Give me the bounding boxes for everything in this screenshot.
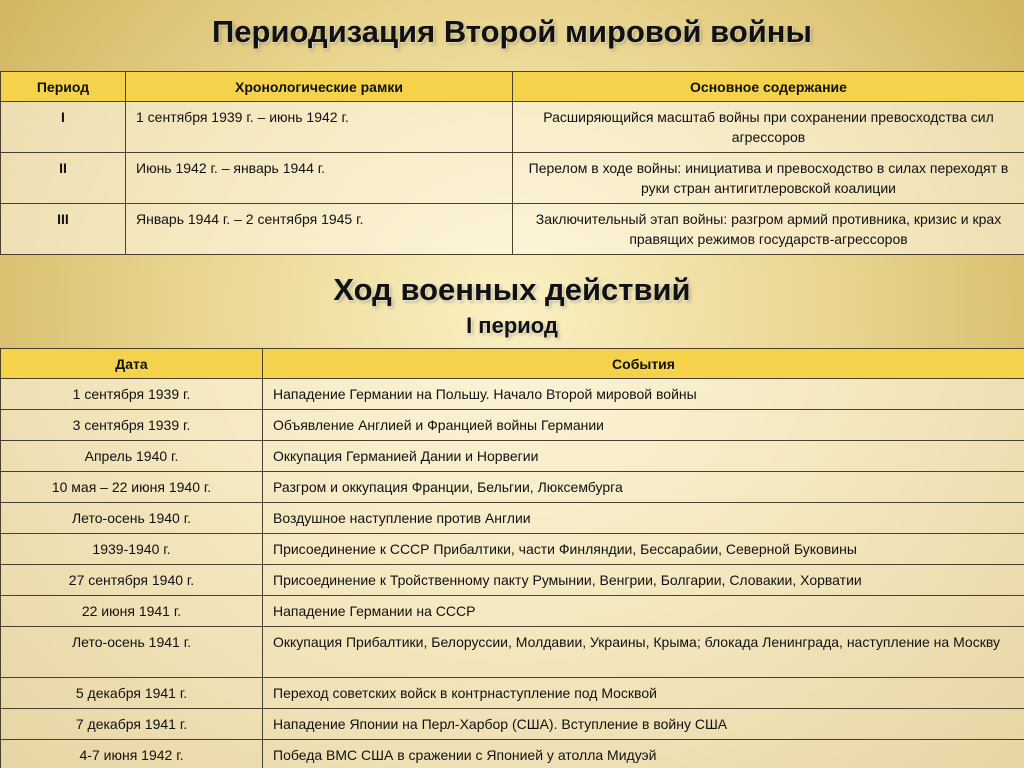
table-row [1,472,1024,503]
table-row [1,596,1024,627]
event-date: Лето-осень 1941 г. [1,627,263,678]
period-number: III [1,204,126,255]
event-date: Лето-осень 1940 г. [1,503,263,534]
event-date: 1939-1940 г. [1,534,263,565]
periods-table [0,71,1024,255]
events-table [0,348,1024,768]
period-content: Расширяющийся масштаб войны при сохранении превосходства сил агрессоров [513,102,1024,153]
table-row [1,740,1024,768]
table-row [1,410,1024,441]
event-description: Присоединение к Тройственному пакту Румынии, Венгрии, Болгарии, Словакии, Хорватии [263,565,1024,596]
event-description: Оккупация Германией Дании и Норвегии [263,441,1024,472]
header-period: Период [1,72,126,102]
table-row [1,565,1024,596]
periods-header-row [1,72,1024,102]
section-title: Ход военных действий [333,272,691,307]
period-content: Заключительный этап войны: разгром армий противника, кризис и крах правящих режимов государств-агрессоров [513,204,1024,255]
event-description: Нападение Германии на СССР [263,596,1024,627]
page-title: Периодизация Второй мировой войны [211,14,813,49]
table-row [1,204,1024,255]
events-header-row [1,349,1024,379]
table-row [1,441,1024,472]
event-description: Нападение Германии на Польшу. Начало Второй мировой войны [263,379,1024,410]
header-events: События [263,349,1024,379]
table-row [1,153,1024,204]
period-dates: Январь 1944 г. – 2 сентября 1945 г. [126,204,513,255]
period-number: II [1,153,126,204]
event-description: Переход советских войск в контрнаступление под Москвой [263,678,1024,709]
event-date: 22 июня 1941 г. [1,596,263,627]
period-number: I [1,102,126,153]
event-date: 5 декабря 1941 г. [1,678,263,709]
event-description: Нападение Японии на Перл-Харбор (США). Вступление в войну США [263,709,1024,740]
table-row [1,102,1024,153]
table-row [1,534,1024,565]
period-dates: Июнь 1942 г. – январь 1944 г. [126,153,513,204]
event-date: 10 мая – 22 июня 1940 г. [1,472,263,503]
table-row [1,379,1024,410]
header-content: Основное содержание [513,72,1024,102]
event-date: 3 сентября 1939 г. [1,410,263,441]
event-description: Оккупация Прибалтики, Белоруссии, Молдавии, Украины, Крыма; блокада Ленинграда, наступление на Москву [263,627,1024,678]
table-row [1,627,1024,678]
table-row [1,503,1024,534]
event-date: Апрель 1940 г. [1,441,263,472]
period-dates: 1 сентября 1939 г. – июнь 1942 г. [126,102,513,153]
event-date: 4-7 июня 1942 г. [1,740,263,768]
event-description: Присоединение к СССР Прибалтики, части Финляндии, Бессарабии, Северной Буковины [263,534,1024,565]
event-date: 7 декабря 1941 г. [1,709,263,740]
event-date: 27 сентября 1940 г. [1,565,263,596]
event-description: Разгром и оккупация Франции, Бельгии, Люксембурга [263,472,1024,503]
header-chronology: Хронологические рамки [126,72,513,102]
event-description: Воздушное наступление против Англии [263,503,1024,534]
table-row [1,678,1024,709]
period-content: Перелом в ходе войны: инициатива и превосходство в силах переходят в руки стран антигитлеровской коалиции [513,153,1024,204]
section-subtitle: I период [466,313,558,338]
table-row [1,709,1024,740]
event-description: Объявление Англией и Францией войны Германии [263,410,1024,441]
event-date: 1 сентября 1939 г. [1,379,263,410]
header-date: Дата [1,349,263,379]
event-description: Победа ВМС США в сражении с Японией у атолла Мидуэй [263,740,1024,768]
